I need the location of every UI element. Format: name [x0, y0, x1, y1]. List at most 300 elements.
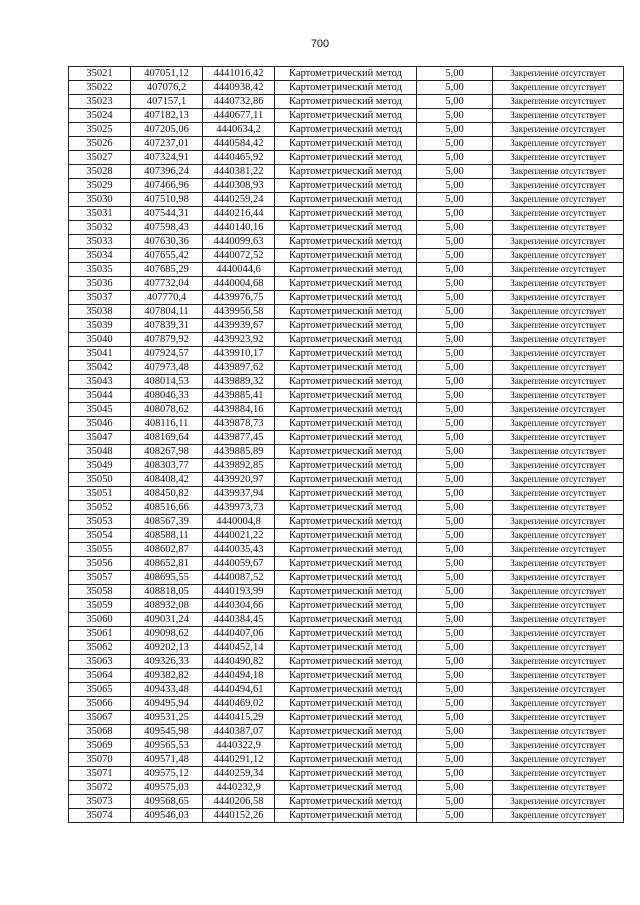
fixation-cell: Закрепление отсутствует: [493, 571, 624, 585]
precision-cell: 5,00: [417, 445, 493, 459]
precision-cell: 5,00: [417, 165, 493, 179]
x-coordinate-cell: 409433,48: [131, 683, 203, 697]
y-coordinate-cell: 4440732,86: [203, 95, 275, 109]
x-coordinate-cell: 408078,62: [131, 403, 203, 417]
x-coordinate-cell: 408014,53: [131, 375, 203, 389]
table-row: [69, 725, 624, 739]
point-number-cell: 35049: [69, 459, 131, 473]
fixation-cell: Закрепление отсутствует: [493, 221, 624, 235]
fixation-cell: Закрепление отсутствует: [493, 137, 624, 151]
table-row: [69, 109, 624, 123]
x-coordinate-cell: 409098,62: [131, 627, 203, 641]
x-coordinate-cell: 407051,12: [131, 67, 203, 81]
fixation-cell: Закрепление отсутствует: [493, 263, 624, 277]
point-number-cell: 35038: [69, 305, 131, 319]
point-number-cell: 35053: [69, 515, 131, 529]
y-coordinate-cell: 4440634,2: [203, 123, 275, 137]
y-coordinate-cell: 4440193,99: [203, 585, 275, 599]
method-cell: Картометрический метод: [275, 417, 417, 431]
x-coordinate-cell: 408169,64: [131, 431, 203, 445]
table-row: [69, 137, 624, 151]
x-coordinate-cell: 409568,65: [131, 795, 203, 809]
precision-cell: 5,00: [417, 809, 493, 823]
precision-cell: 5,00: [417, 123, 493, 137]
y-coordinate-cell: 4439976,75: [203, 291, 275, 305]
point-number-cell: 35045: [69, 403, 131, 417]
precision-cell: 5,00: [417, 95, 493, 109]
y-coordinate-cell: 4440308,93: [203, 179, 275, 193]
method-cell: Картометрический метод: [275, 123, 417, 137]
x-coordinate-cell: 407804,11: [131, 305, 203, 319]
precision-cell: 5,00: [417, 291, 493, 305]
precision-cell: 5,00: [417, 221, 493, 235]
precision-cell: 5,00: [417, 473, 493, 487]
fixation-cell: Закрепление отсутствует: [493, 207, 624, 221]
y-coordinate-cell: 4440584,42: [203, 137, 275, 151]
table-row: [69, 305, 624, 319]
fixation-cell: Закрепление отсутствует: [493, 515, 624, 529]
point-number-cell: 35057: [69, 571, 131, 585]
fixation-cell: Закрепление отсутствует: [493, 305, 624, 319]
fixation-cell: Закрепление отсутствует: [493, 123, 624, 137]
point-number-cell: 35022: [69, 81, 131, 95]
fixation-cell: Закрепление отсутствует: [493, 431, 624, 445]
method-cell: Картометрический метод: [275, 431, 417, 445]
precision-cell: 5,00: [417, 179, 493, 193]
y-coordinate-cell: 4439885,89: [203, 445, 275, 459]
x-coordinate-cell: 409571,48: [131, 753, 203, 767]
precision-cell: 5,00: [417, 347, 493, 361]
x-coordinate-cell: 407510,98: [131, 193, 203, 207]
method-cell: Картометрический метод: [275, 67, 417, 81]
x-coordinate-cell: 408695,55: [131, 571, 203, 585]
table-row: [69, 599, 624, 613]
y-coordinate-cell: 4440072,52: [203, 249, 275, 263]
precision-cell: 5,00: [417, 627, 493, 641]
y-coordinate-cell: 4440259,24: [203, 193, 275, 207]
y-coordinate-cell: 4439923,92: [203, 333, 275, 347]
table-row: [69, 473, 624, 487]
y-coordinate-cell: 4439897,62: [203, 361, 275, 375]
method-cell: Картометрический метод: [275, 291, 417, 305]
table-row: [69, 543, 624, 557]
point-number-cell: 35063: [69, 655, 131, 669]
y-coordinate-cell: 4440490,82: [203, 655, 275, 669]
y-coordinate-cell: 4440304,66: [203, 599, 275, 613]
table-row: [69, 375, 624, 389]
fixation-cell: Закрепление отсутствует: [493, 375, 624, 389]
fixation-cell: Закрепление отсутствует: [493, 249, 624, 263]
x-coordinate-cell: 407396,24: [131, 165, 203, 179]
y-coordinate-cell: 4440021,22: [203, 529, 275, 543]
method-cell: Картометрический метод: [275, 165, 417, 179]
method-cell: Картометрический метод: [275, 375, 417, 389]
point-number-cell: 35064: [69, 669, 131, 683]
method-cell: Картометрический метод: [275, 445, 417, 459]
point-number-cell: 35068: [69, 725, 131, 739]
precision-cell: 5,00: [417, 585, 493, 599]
point-number-cell: 35021: [69, 67, 131, 81]
table-row: [69, 571, 624, 585]
point-number-cell: 35055: [69, 543, 131, 557]
point-number-cell: 35051: [69, 487, 131, 501]
precision-cell: 5,00: [417, 207, 493, 221]
table-row: [69, 459, 624, 473]
y-coordinate-cell: 4440099,63: [203, 235, 275, 249]
point-number-cell: 35058: [69, 585, 131, 599]
table-row: [69, 431, 624, 445]
fixation-cell: Закрепление отсутствует: [493, 389, 624, 403]
table-body: [69, 67, 624, 823]
x-coordinate-cell: 407157,1: [131, 95, 203, 109]
table-row: [69, 403, 624, 417]
method-cell: Картометрический метод: [275, 543, 417, 557]
fixation-cell: Закрепление отсутствует: [493, 179, 624, 193]
table-row: [69, 67, 624, 81]
precision-cell: 5,00: [417, 739, 493, 753]
method-cell: Картометрический метод: [275, 501, 417, 515]
y-coordinate-cell: 4440044,6: [203, 263, 275, 277]
table-row: [69, 151, 624, 165]
precision-cell: 5,00: [417, 67, 493, 81]
fixation-cell: Закрепление отсутствует: [493, 543, 624, 557]
table-row: [69, 319, 624, 333]
y-coordinate-cell: 4440232,9: [203, 781, 275, 795]
table-row: [69, 781, 624, 795]
method-cell: Картометрический метод: [275, 781, 417, 795]
fixation-cell: Закрепление отсутствует: [493, 347, 624, 361]
fixation-cell: Закрепление отсутствует: [493, 641, 624, 655]
y-coordinate-cell: 4440494,61: [203, 683, 275, 697]
method-cell: Картометрический метод: [275, 263, 417, 277]
method-cell: Картометрический метод: [275, 669, 417, 683]
table-row: [69, 207, 624, 221]
point-number-cell: 35033: [69, 235, 131, 249]
x-coordinate-cell: 409382,82: [131, 669, 203, 683]
method-cell: Картометрический метод: [275, 459, 417, 473]
point-number-cell: 35040: [69, 333, 131, 347]
y-coordinate-cell: 4440415,29: [203, 711, 275, 725]
table-row: [69, 389, 624, 403]
x-coordinate-cell: 407544,31: [131, 207, 203, 221]
y-coordinate-cell: 4439937,94: [203, 487, 275, 501]
point-number-cell: 35050: [69, 473, 131, 487]
point-number-cell: 35065: [69, 683, 131, 697]
y-coordinate-cell: 4439939,67: [203, 319, 275, 333]
method-cell: Картометрический метод: [275, 487, 417, 501]
point-number-cell: 35023: [69, 95, 131, 109]
fixation-cell: Закрепление отсутствует: [493, 403, 624, 417]
fixation-cell: Закрепление отсутствует: [493, 319, 624, 333]
method-cell: Картометрический метод: [275, 795, 417, 809]
y-coordinate-cell: 4440035,43: [203, 543, 275, 557]
y-coordinate-cell: 4439884,16: [203, 403, 275, 417]
fixation-cell: Закрепление отсутствует: [493, 81, 624, 95]
precision-cell: 5,00: [417, 515, 493, 529]
table-row: [69, 361, 624, 375]
table-row: [69, 767, 624, 781]
x-coordinate-cell: 409565,53: [131, 739, 203, 753]
y-coordinate-cell: 4440087,52: [203, 571, 275, 585]
x-coordinate-cell: 408652,81: [131, 557, 203, 571]
table-row: [69, 809, 624, 823]
x-coordinate-cell: 407770,4: [131, 291, 203, 305]
table-row: [69, 277, 624, 291]
precision-cell: 5,00: [417, 641, 493, 655]
table-row: [69, 235, 624, 249]
precision-cell: 5,00: [417, 403, 493, 417]
y-coordinate-cell: 4439920,97: [203, 473, 275, 487]
method-cell: Картометрический метод: [275, 641, 417, 655]
x-coordinate-cell: 409202,13: [131, 641, 203, 655]
fixation-cell: Закрепление отсутствует: [493, 109, 624, 123]
fixation-cell: Закрепление отсутствует: [493, 487, 624, 501]
fixation-cell: Закрепление отсутствует: [493, 235, 624, 249]
x-coordinate-cell: 407655,42: [131, 249, 203, 263]
table-row: [69, 263, 624, 277]
method-cell: Картометрический метод: [275, 725, 417, 739]
fixation-cell: Закрепление отсутствует: [493, 193, 624, 207]
point-number-cell: 35059: [69, 599, 131, 613]
point-number-cell: 35048: [69, 445, 131, 459]
point-number-cell: 35041: [69, 347, 131, 361]
precision-cell: 5,00: [417, 613, 493, 627]
precision-cell: 5,00: [417, 193, 493, 207]
x-coordinate-cell: 407324,91: [131, 151, 203, 165]
table-row: [69, 417, 624, 431]
precision-cell: 5,00: [417, 753, 493, 767]
method-cell: Картометрический метод: [275, 221, 417, 235]
point-number-cell: 35072: [69, 781, 131, 795]
point-number-cell: 35034: [69, 249, 131, 263]
x-coordinate-cell: 408303,77: [131, 459, 203, 473]
y-coordinate-cell: 4440259,34: [203, 767, 275, 781]
table-row: [69, 627, 624, 641]
fixation-cell: Закрепление отсутствует: [493, 277, 624, 291]
point-number-cell: 35029: [69, 179, 131, 193]
table-row: [69, 585, 624, 599]
table-row: [69, 347, 624, 361]
fixation-cell: Закрепление отсутствует: [493, 683, 624, 697]
x-coordinate-cell: 408516,66: [131, 501, 203, 515]
y-coordinate-cell: 4440381,22: [203, 165, 275, 179]
point-number-cell: 35027: [69, 151, 131, 165]
x-coordinate-cell: 409031,24: [131, 613, 203, 627]
table-row: [69, 683, 624, 697]
fixation-cell: Закрепление отсутствует: [493, 669, 624, 683]
method-cell: Картометрический метод: [275, 193, 417, 207]
fixation-cell: Закрепление отсутствует: [493, 725, 624, 739]
fixation-cell: Закрепление отсутствует: [493, 739, 624, 753]
method-cell: Картометрический метод: [275, 683, 417, 697]
method-cell: Картометрический метод: [275, 389, 417, 403]
method-cell: Картометрический метод: [275, 109, 417, 123]
point-number-cell: 35030: [69, 193, 131, 207]
precision-cell: 5,00: [417, 375, 493, 389]
method-cell: Картометрический метод: [275, 81, 417, 95]
method-cell: Картометрический метод: [275, 277, 417, 291]
table-row: [69, 165, 624, 179]
method-cell: Картометрический метод: [275, 753, 417, 767]
precision-cell: 5,00: [417, 81, 493, 95]
x-coordinate-cell: 408567,39: [131, 515, 203, 529]
coordinates-table: [68, 66, 624, 823]
y-coordinate-cell: 4440494,18: [203, 669, 275, 683]
fixation-cell: Закрепление отсутствует: [493, 291, 624, 305]
method-cell: Картометрический метод: [275, 235, 417, 249]
point-number-cell: 35031: [69, 207, 131, 221]
y-coordinate-cell: 4440004,8: [203, 515, 275, 529]
table-row: [69, 81, 624, 95]
precision-cell: 5,00: [417, 571, 493, 585]
fixation-cell: Закрепление отсутствует: [493, 165, 624, 179]
y-coordinate-cell: 4440206,58: [203, 795, 275, 809]
y-coordinate-cell: 4439973,73: [203, 501, 275, 515]
fixation-cell: Закрепление отсутствует: [493, 711, 624, 725]
fixation-cell: Закрепление отсутствует: [493, 445, 624, 459]
y-coordinate-cell: 4441016,42: [203, 67, 275, 81]
precision-cell: 5,00: [417, 711, 493, 725]
y-coordinate-cell: 4440384,45: [203, 613, 275, 627]
precision-cell: 5,00: [417, 683, 493, 697]
point-number-cell: 35043: [69, 375, 131, 389]
point-number-cell: 35054: [69, 529, 131, 543]
precision-cell: 5,00: [417, 389, 493, 403]
x-coordinate-cell: 407839,31: [131, 319, 203, 333]
point-number-cell: 35062: [69, 641, 131, 655]
point-number-cell: 35047: [69, 431, 131, 445]
y-coordinate-cell: 4439889,32: [203, 375, 275, 389]
x-coordinate-cell: 407205,06: [131, 123, 203, 137]
method-cell: Картометрический метод: [275, 305, 417, 319]
precision-cell: 5,00: [417, 557, 493, 571]
y-coordinate-cell: 4440004,68: [203, 277, 275, 291]
x-coordinate-cell: 407076,2: [131, 81, 203, 95]
fixation-cell: Закрепление отсутствует: [493, 585, 624, 599]
precision-cell: 5,00: [417, 697, 493, 711]
table-row: [69, 655, 624, 669]
y-coordinate-cell: 4440407,06: [203, 627, 275, 641]
point-number-cell: 35024: [69, 109, 131, 123]
point-number-cell: 35074: [69, 809, 131, 823]
x-coordinate-cell: 409495,94: [131, 697, 203, 711]
point-number-cell: 35026: [69, 137, 131, 151]
x-coordinate-cell: 407879,92: [131, 333, 203, 347]
y-coordinate-cell: 4440465,92: [203, 151, 275, 165]
point-number-cell: 35052: [69, 501, 131, 515]
method-cell: Картометрический метод: [275, 697, 417, 711]
table-row: [69, 697, 624, 711]
method-cell: Картометрический метод: [275, 809, 417, 823]
point-number-cell: 35036: [69, 277, 131, 291]
method-cell: Картометрический метод: [275, 627, 417, 641]
table-row: [69, 529, 624, 543]
fixation-cell: Закрепление отсутствует: [493, 417, 624, 431]
method-cell: Картометрический метод: [275, 347, 417, 361]
point-number-cell: 35073: [69, 795, 131, 809]
table-row: [69, 501, 624, 515]
point-number-cell: 35025: [69, 123, 131, 137]
method-cell: Картометрический метод: [275, 599, 417, 613]
precision-cell: 5,00: [417, 417, 493, 431]
x-coordinate-cell: 408602,87: [131, 543, 203, 557]
method-cell: Картометрический метод: [275, 403, 417, 417]
table-row: [69, 487, 624, 501]
precision-cell: 5,00: [417, 137, 493, 151]
point-number-cell: 35032: [69, 221, 131, 235]
fixation-cell: Закрепление отсутствует: [493, 557, 624, 571]
y-coordinate-cell: 4440452,14: [203, 641, 275, 655]
table-row: [69, 95, 624, 109]
point-number-cell: 35046: [69, 417, 131, 431]
point-number-cell: 35056: [69, 557, 131, 571]
y-coordinate-cell: 4440938,42: [203, 81, 275, 95]
fixation-cell: Закрепление отсутствует: [493, 613, 624, 627]
x-coordinate-cell: 409575,03: [131, 781, 203, 795]
point-number-cell: 35066: [69, 697, 131, 711]
precision-cell: 5,00: [417, 431, 493, 445]
y-coordinate-cell: 4440059,67: [203, 557, 275, 571]
y-coordinate-cell: 4439877,45: [203, 431, 275, 445]
precision-cell: 5,00: [417, 333, 493, 347]
point-number-cell: 35039: [69, 319, 131, 333]
precision-cell: 5,00: [417, 235, 493, 249]
x-coordinate-cell: 408932,08: [131, 599, 203, 613]
point-number-cell: 35035: [69, 263, 131, 277]
x-coordinate-cell: 408588,11: [131, 529, 203, 543]
method-cell: Картометрический метод: [275, 319, 417, 333]
point-number-cell: 35069: [69, 739, 131, 753]
x-coordinate-cell: 409575,12: [131, 767, 203, 781]
x-coordinate-cell: 407182,13: [131, 109, 203, 123]
precision-cell: 5,00: [417, 669, 493, 683]
y-coordinate-cell: 4440322,9: [203, 739, 275, 753]
point-number-cell: 35071: [69, 767, 131, 781]
fixation-cell: Закрепление отсутствует: [493, 697, 624, 711]
y-coordinate-cell: 4439956,58: [203, 305, 275, 319]
x-coordinate-cell: 407685,29: [131, 263, 203, 277]
x-coordinate-cell: 408450,82: [131, 487, 203, 501]
method-cell: Картометрический метод: [275, 333, 417, 347]
table-row: [69, 795, 624, 809]
x-coordinate-cell: 409531,25: [131, 711, 203, 725]
table-row: [69, 515, 624, 529]
fixation-cell: Закрепление отсутствует: [493, 795, 624, 809]
table-row: [69, 249, 624, 263]
fixation-cell: Закрепление отсутствует: [493, 151, 624, 165]
precision-cell: 5,00: [417, 361, 493, 375]
method-cell: Картометрический метод: [275, 571, 417, 585]
point-number-cell: 35042: [69, 361, 131, 375]
table-row: [69, 123, 624, 137]
precision-cell: 5,00: [417, 655, 493, 669]
precision-cell: 5,00: [417, 277, 493, 291]
precision-cell: 5,00: [417, 319, 493, 333]
method-cell: Картометрический метод: [275, 137, 417, 151]
table-row: [69, 221, 624, 235]
method-cell: Картометрический метод: [275, 613, 417, 627]
x-coordinate-cell: 408408,42: [131, 473, 203, 487]
fixation-cell: Закрепление отсутствует: [493, 473, 624, 487]
fixation-cell: Закрепление отсутствует: [493, 459, 624, 473]
x-coordinate-cell: 409546,03: [131, 809, 203, 823]
method-cell: Картометрический метод: [275, 515, 417, 529]
precision-cell: 5,00: [417, 305, 493, 319]
precision-cell: 5,00: [417, 795, 493, 809]
method-cell: Картометрический метод: [275, 249, 417, 263]
table-row: [69, 669, 624, 683]
y-coordinate-cell: 4439892,85: [203, 459, 275, 473]
